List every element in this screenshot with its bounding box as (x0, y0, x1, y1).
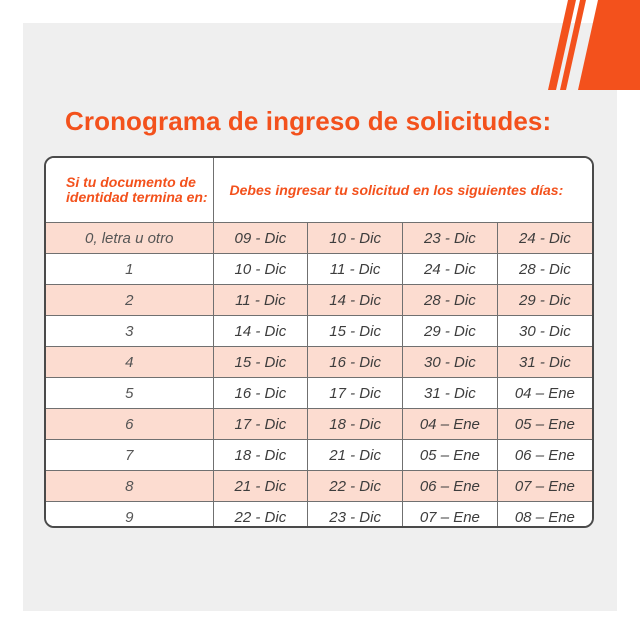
decorative-stripes (540, 0, 640, 90)
date-cell: 21 - Dic (308, 440, 403, 471)
table-row (46, 347, 592, 378)
page-title: Cronograma de ingreso de solicitudes: (65, 106, 552, 136)
date-cell: 31 - Dic (403, 378, 498, 409)
date-cell: 22 - Dic (213, 502, 308, 529)
date-cell: 30 - Dic (497, 316, 592, 347)
thick-stripe (578, 0, 640, 90)
date-cell: 17 - Dic (213, 409, 308, 440)
document-ending-cell: 7 (46, 440, 213, 471)
date-cell: 11 - Dic (213, 285, 308, 316)
document-ending-cell: 4 (46, 347, 213, 378)
date-cell: 30 - Dic (403, 347, 498, 378)
date-cell: 14 - Dic (308, 285, 403, 316)
document-ending-cell: 6 (46, 409, 213, 440)
date-cell: 28 - Dic (403, 285, 498, 316)
table-row (46, 471, 592, 502)
table-row (46, 223, 592, 254)
date-cell: 06 – Ene (403, 471, 498, 502)
date-cell: 18 - Dic (308, 409, 403, 440)
date-cell: 18 - Dic (213, 440, 308, 471)
header-document-ending: Si tu documento de identidad termina en: (46, 158, 213, 223)
document-ending-cell: 0, letra u otro (46, 223, 213, 254)
date-cell: 28 - Dic (497, 254, 592, 285)
table-row (46, 502, 592, 529)
table-row (46, 409, 592, 440)
document-ending-cell: 1 (46, 254, 213, 285)
table-row (46, 316, 592, 347)
date-cell: 09 - Dic (213, 223, 308, 254)
date-cell: 10 - Dic (213, 254, 308, 285)
date-cell: 16 - Dic (213, 378, 308, 409)
document-ending-cell: 2 (46, 285, 213, 316)
table-row (46, 254, 592, 285)
date-cell: 04 – Ene (403, 409, 498, 440)
date-cell: 23 - Dic (308, 502, 403, 529)
document-ending-cell: 3 (46, 316, 213, 347)
date-cell: 07 – Ene (497, 471, 592, 502)
date-cell: 08 – Ene (497, 502, 592, 529)
date-cell: 29 - Dic (497, 285, 592, 316)
date-cell: 11 - Dic (308, 254, 403, 285)
date-cell: 29 - Dic (403, 316, 498, 347)
date-cell: 16 - Dic (308, 347, 403, 378)
date-cell: 31 - Dic (497, 347, 592, 378)
document-ending-cell: 9 (46, 502, 213, 529)
date-cell: 15 - Dic (213, 347, 308, 378)
table-header-row (46, 158, 592, 223)
table-row (46, 378, 592, 409)
document-ending-cell: 8 (46, 471, 213, 502)
date-cell: 24 - Dic (403, 254, 498, 285)
document-ending-cell: 5 (46, 378, 213, 409)
date-cell: 07 – Ene (403, 502, 498, 529)
date-cell: 15 - Dic (308, 316, 403, 347)
date-cell: 21 - Dic (213, 471, 308, 502)
date-cell: 17 - Dic (308, 378, 403, 409)
schedule-table (44, 156, 594, 528)
date-cell: 23 - Dic (403, 223, 498, 254)
date-cell: 24 - Dic (497, 223, 592, 254)
table-row (46, 440, 592, 471)
date-cell: 10 - Dic (308, 223, 403, 254)
table-row (46, 285, 592, 316)
date-cell: 05 – Ene (497, 409, 592, 440)
header-submission-days: Debes ingresar tu solicitud en los siguientes días: (213, 158, 592, 223)
date-cell: 22 - Dic (308, 471, 403, 502)
date-cell: 04 – Ene (497, 378, 592, 409)
date-cell: 14 - Dic (213, 316, 308, 347)
date-cell: 06 – Ene (497, 440, 592, 471)
date-cell: 05 – Ene (403, 440, 498, 471)
